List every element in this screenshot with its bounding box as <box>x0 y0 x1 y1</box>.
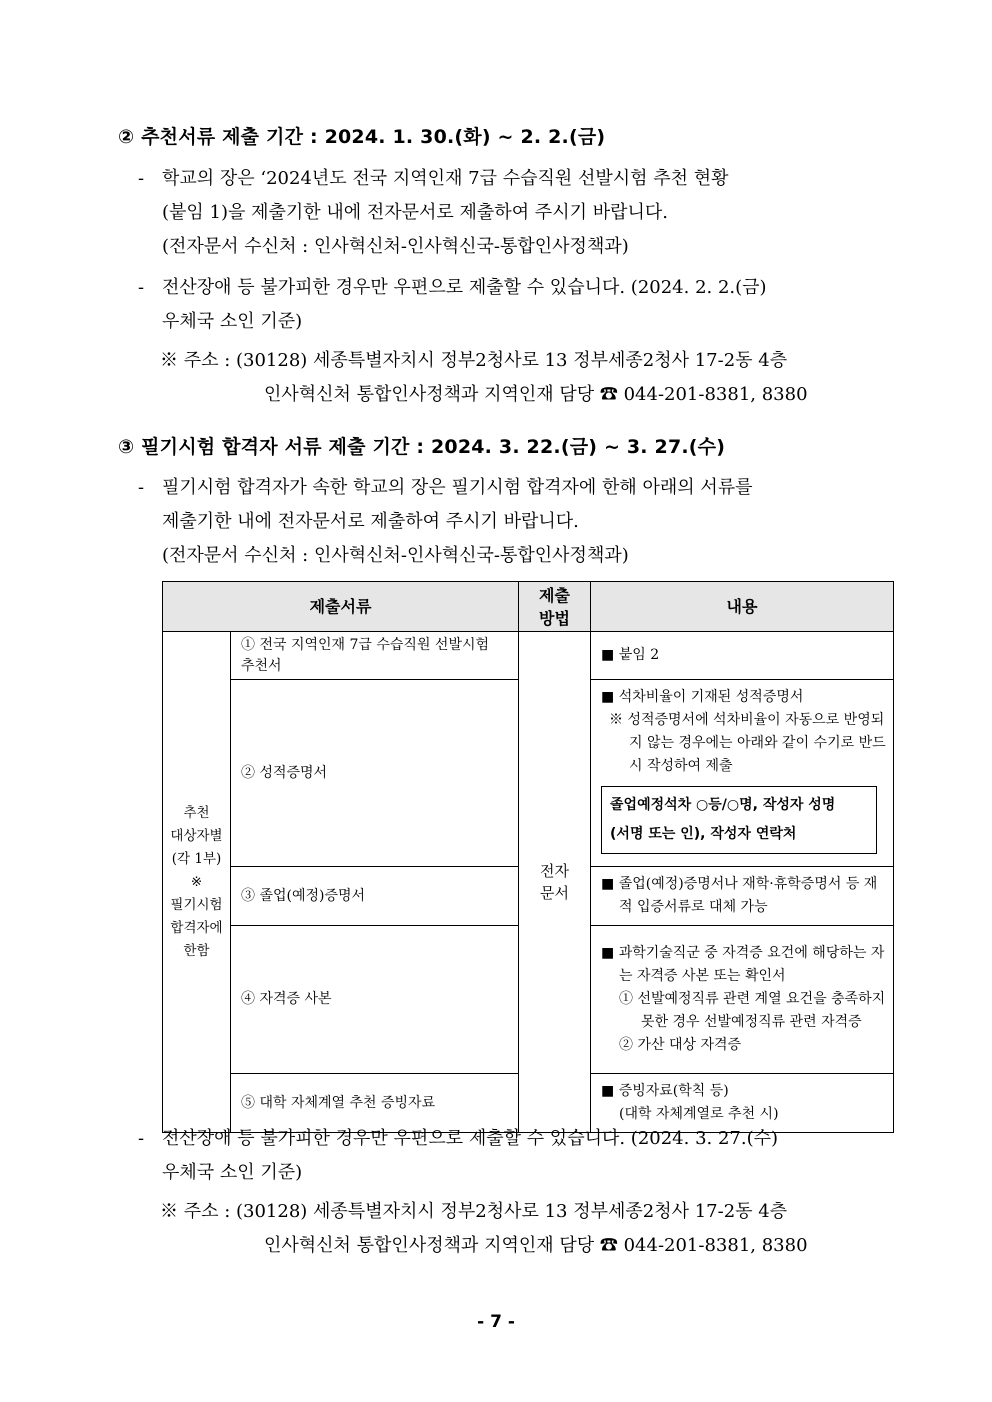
section-2-address <box>160 344 808 412</box>
content-bullet: ■ 붙임 2 <box>601 647 660 663</box>
section-3-heading: ③ 필기시험 합격자 서류 제출 기간 : 2024. 3. 22.(금) ~ 3. 27.(수) <box>118 436 726 458</box>
text-line: 필기시험 합격자가 속한 학교의 장은 필기시험 합격자에 한해 아래의 서류를 <box>162 477 753 498</box>
method-cell: 전자 문서 <box>519 632 591 1133</box>
content-bullet: (대학 자체계열로 추천 시) <box>619 1106 779 1122</box>
content-note: ※ 성적증명서에 석차비율이 자동으로 반영되지 않는 경우에는 아래와 같이 수기로 반드시 작성하여 제출 <box>609 712 886 774</box>
table-header-row <box>163 582 894 632</box>
section-3-item-1 <box>138 471 898 573</box>
text-line: 우체국 소인 기준) <box>162 1162 303 1183</box>
address-line-1: ※ 주소 : (30128) 세종특별자치시 정부2청사로 13 정부세종2청사 17-2동 4층 <box>160 350 788 371</box>
handwrite-instruction-box <box>601 786 877 854</box>
dash-marker: - <box>138 477 145 498</box>
section-3-address <box>160 1195 808 1263</box>
doc-cell: ⑤ 대학 자체계열 추천 증빙자료 <box>231 1074 519 1133</box>
doc-cell: ① 전국 지역인재 7급 수습직원 선발시험 추천서 <box>231 632 519 680</box>
address-line-2: 인사혁신처 통합인사정책과 지역인재 담당 ☎ 044-201-8381, 8380 <box>264 384 808 405</box>
doc-cell: ③ 졸업(예정)증명서 <box>231 867 519 926</box>
text-line: (붙임 1)을 제출기한 내에 전자문서로 제출하여 주시기 바랍니다. <box>162 202 668 223</box>
dash-marker: - <box>138 1128 145 1149</box>
section-2-heading: ② 추천서류 제출 기간 : 2024. 1. 30.(화) ~ 2. 2.(금) <box>118 126 606 148</box>
header-content: 내용 <box>591 582 894 632</box>
page-number: - 7 - <box>477 1312 515 1332</box>
text-line: (전자문서 수신처 : 인사혁신처-인사혁신국-통합인사정책과) <box>162 545 629 566</box>
address-line-2: 인사혁신처 통합인사정책과 지역인재 담당 ☎ 044-201-8381, 8380 <box>264 1235 808 1256</box>
doc-cell: ④ 자격증 사본 <box>231 926 519 1074</box>
box-line: (서명 또는 인), 작성자 연락처 <box>610 826 797 842</box>
address-line-1: ※ 주소 : (30128) 세종특별자치시 정부2청사로 13 정부세종2청사 17-2동 4층 <box>160 1201 788 1222</box>
content-bullet: ■ 졸업(예정)증명서나 재학·휴학증명서 등 재적 입증서류로 대체 가능 <box>601 876 878 915</box>
text-line: 전산장애 등 불가피한 경우만 우편으로 제출할 수 있습니다. (2024. 2. 2.(금) <box>162 277 767 298</box>
text-line: (전자문서 수신처 : 인사혁신처-인사혁신국-통합인사정책과) <box>162 236 629 257</box>
content-cell <box>591 926 894 1074</box>
submission-documents-table <box>162 581 894 1133</box>
category-cell: 추천 대상자별 (각 1부) ※ 필기시험 합격자에 한함 <box>163 632 231 1133</box>
content-cell <box>591 680 894 867</box>
table-row <box>163 632 894 680</box>
content-bullet: ■ 과학기술직군 중 자격증 요건에 해당하는 자는 자격증 사본 또는 확인서 <box>601 945 885 984</box>
section-2-item-1 <box>138 162 898 264</box>
content-cell <box>591 632 894 680</box>
content-sub-item: ① 선발예정직류 관련 계열 요건을 충족하지 못한 경우 선발예정직류 관련 자격증 <box>619 991 886 1030</box>
dash-marker: - <box>138 168 145 189</box>
content-cell <box>591 867 894 926</box>
text-line: 학교의 장은 ‘2024년도 전국 지역인재 7급 수습직원 선발시험 추천 현황 <box>162 168 729 189</box>
content-sub-item: ② 가산 대상 자격증 <box>619 1037 742 1053</box>
text-line: 제출기한 내에 전자문서로 제출하여 주시기 바랍니다. <box>162 511 579 532</box>
dash-marker: - <box>138 277 145 298</box>
box-line: 졸업예정석차 ○등/○명, 작성자 성명 <box>610 797 836 813</box>
content-bullet: ■ 증빙자료(학칙 등) <box>601 1083 729 1099</box>
header-method: 제출 방법 <box>519 582 591 632</box>
content-bullet: ■ 석차비율이 기재된 성적증명서 <box>601 689 804 705</box>
section-3-item-2 <box>138 1122 898 1190</box>
section-2-item-2 <box>138 271 898 339</box>
doc-cell: ② 성적증명서 <box>231 680 519 867</box>
text-line: 전산장애 등 불가피한 경우만 우편으로 제출할 수 있습니다. (2024. 3. 27.(수) <box>162 1128 779 1149</box>
text-line: 우체국 소인 기준) <box>162 311 303 332</box>
header-docs: 제출서류 <box>163 582 519 632</box>
